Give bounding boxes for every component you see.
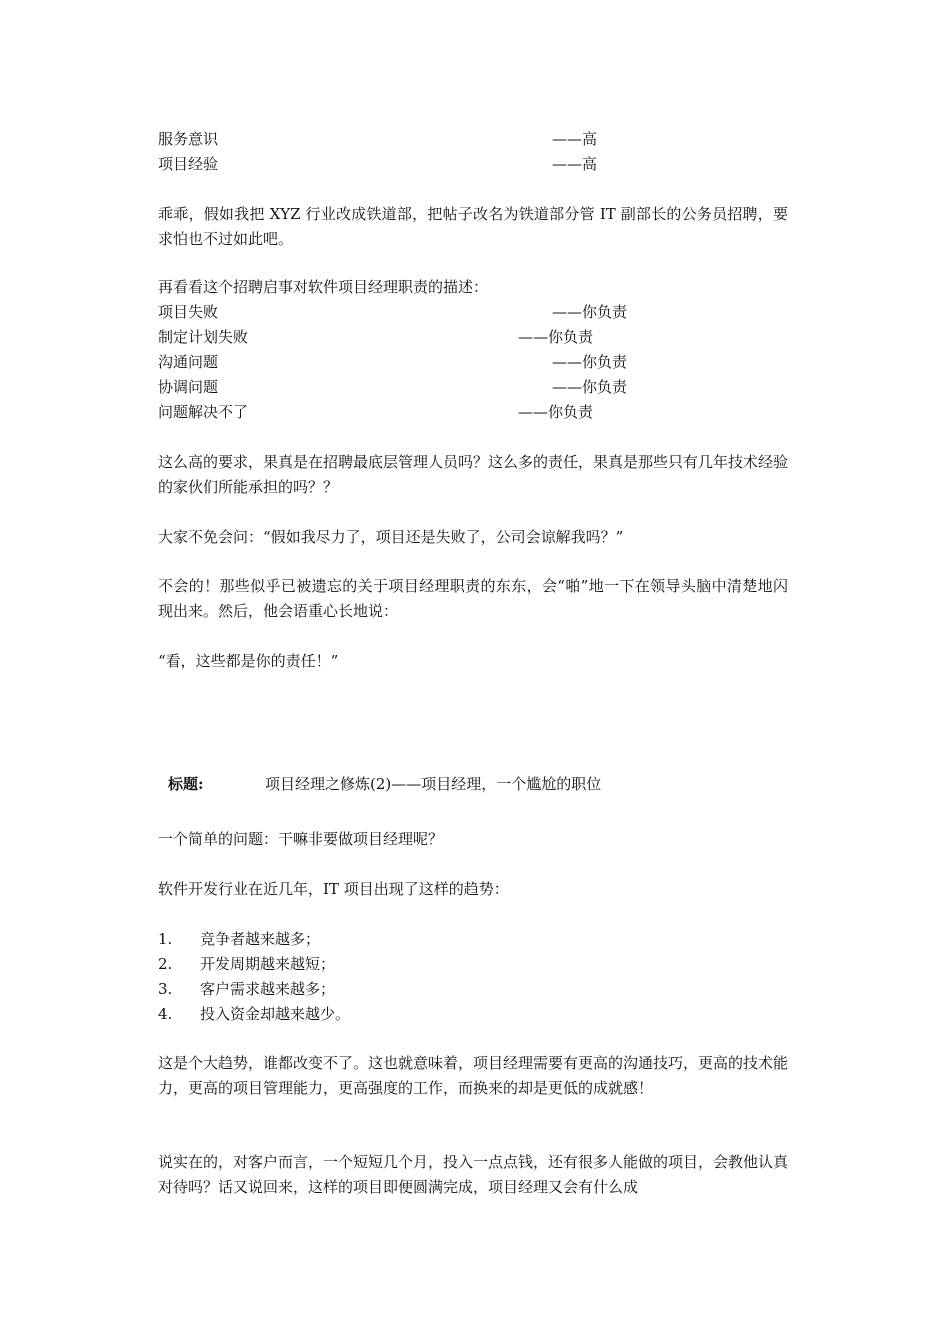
duty-value-communication: ——你负责	[552, 353, 628, 371]
section-title: 项目经理之修炼(2)——项目经理，一个尴尬的职位	[265, 775, 602, 793]
paragraph-railway: 乖乖，假如我把 XYZ 行业改成铁道部，把帖子改名为铁道部分管 IT 副部长的公务员招聘，要求怕也不过如此吧。	[158, 205, 788, 248]
trend-item: 客户需求越来越多；	[200, 980, 336, 998]
trend-item: 竞争者越来越多；	[200, 930, 321, 948]
duty-value-unsolved: ——你负责	[518, 403, 594, 421]
duty-label-unsolved: 问题解决不了	[158, 403, 249, 421]
trend-number: 1.	[158, 930, 173, 948]
duty-value-coordination: ——你负责	[552, 378, 628, 396]
trend-item: 开发周期越来越短；	[200, 955, 336, 973]
paragraph-question: 大家不免会问：“假如我尽力了，项目还是失败了，公司会谅解我吗？”	[158, 528, 624, 546]
paragraph-high-requirements: 这么高的要求，果真是在招聘最底层管理人员吗？这么多的责任，果真是那些只有几年技术经验的家伙们所能承担的吗？？	[158, 453, 789, 496]
requirement-label-service: 服务意识	[158, 130, 219, 148]
simple-question: 一个简单的问题：干嘛非要做项目经理呢？	[158, 830, 444, 848]
trend-number: 2.	[158, 955, 173, 973]
duty-label-coordination: 协调问题	[158, 378, 219, 396]
duty-label-plan-failure: 制定计划失败	[158, 328, 249, 346]
duty-value-project-failure: ——你负责	[552, 303, 628, 321]
duty-value-plan-failure: ——你负责	[518, 328, 594, 346]
trend-number: 4.	[158, 1005, 173, 1023]
requirement-label-experience: 项目经验	[158, 155, 219, 173]
paragraph-quote: “看，这些都是你的责任！”	[158, 652, 339, 670]
trend-intro: 软件开发行业在近几年，IT 项目出现了这样的趋势：	[158, 880, 509, 898]
paragraph-trend-summary: 这是个大趋势，谁都改变不了。这也就意味着，项目经理需要有更高的沟通技巧，更高的技术能力，更高的项目管理能力，更高强度的工作，而换来的却是更低的成就感！	[158, 1054, 789, 1097]
section-title-label: 标题:	[168, 775, 204, 793]
duty-label-communication: 沟通问题	[158, 353, 219, 371]
duties-intro: 再看看这个招聘启事对软件项目经理职责的描述：	[158, 278, 489, 296]
paragraph-customer-view: 说实在的，对客户而言，一个短短几个月，投入一点点钱，还有很多人能做的项目，会教他认真对待吗？话又说回来，这样的项目即便圆满完成，项目经理又会有什么成	[158, 1153, 789, 1196]
requirement-value-service: ——高	[552, 130, 598, 148]
requirement-value-experience: ——高	[552, 155, 598, 173]
trend-number: 3.	[158, 980, 173, 998]
duty-label-project-failure: 项目失败	[158, 303, 219, 321]
paragraph-answer: 不会的！那些似乎已被遗忘的关于项目经理职责的东东，会“啪”地一下在领导头脑中清楚地闪现出来。然后，他会语重心长地说：	[158, 577, 788, 620]
trend-item: 投入资金却越来越少。	[200, 1005, 351, 1023]
